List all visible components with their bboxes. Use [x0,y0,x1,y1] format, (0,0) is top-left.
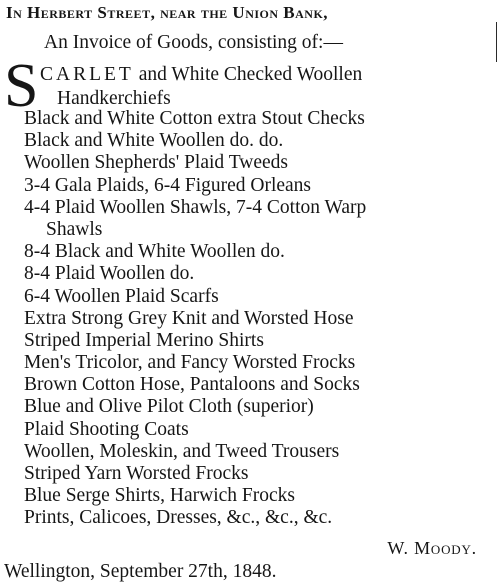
goods-list-item: Brown Cotton Hose, Pantaloons and Socks [24,374,360,396]
goods-list-item: Plaid Shooting Coats [24,418,189,440]
merchant-signature: W. Moody. [387,538,477,558]
first-item-caps: CARLET [40,64,134,85]
goods-list-item: Striped Imperial Merino Shirts [24,329,264,351]
goods-list-item: Striped Yarn Worsted Frocks [24,463,249,484]
goods-list-item: Black and White Cotton extra Stout Checks [24,108,365,129]
goods-list-item: 3-4 Gala Plaids, 6-4 Figured Orleans [24,174,312,196]
goods-list-item: Extra Strong Grey Knit and Worsted Hose [24,307,354,329]
dateline: Wellington, September 27th, 1848. [4,561,277,582]
goods-list-item: Woollen Shepherds' Plaid Tweeds [24,152,288,174]
goods-list-item: 4-4 Plaid Woollen Shawls, 7-4 Cotton Warp [24,196,367,218]
first-item-rest: and White Checked Woollen [133,64,363,85]
goods-list-item: 8-4 Black and White Woollen do. [24,241,285,263]
goods-list [0,108,499,530]
invoice-subheading: An Invoice of Goods, consisting of:— [44,32,343,53]
goods-list-item: Prints, Calicoes, Dresses, &c., &c., &c. [24,507,333,529]
first-item-continued: Handkerchiefs [57,88,171,109]
first-item-line [40,64,362,86]
goods-list-item: Blue and Olive Pilot Cloth (superior) [24,396,314,418]
drop-cap-letter: S [4,52,39,120]
goods-list-item: Shawls [46,218,103,240]
goods-list-item: Men's Tricolor, and Fancy Worsted Frocks [24,352,356,374]
goods-list-item: 6-4 Woollen Plaid Scarfs [24,285,219,307]
goods-list-item: 8-4 Plaid Woollen do. [24,263,195,285]
column-rule [496,22,497,62]
goods-list-item: Woollen, Moleskin, and Tweed Trousers [24,440,340,462]
goods-list-item: Black and White Woollen do. do. [24,130,284,152]
goods-list-item: Blue Serge Shirts, Harwich Frocks [24,485,295,507]
advertisement-heading: In Herbert Street, near the Union Bank, [6,3,329,22]
